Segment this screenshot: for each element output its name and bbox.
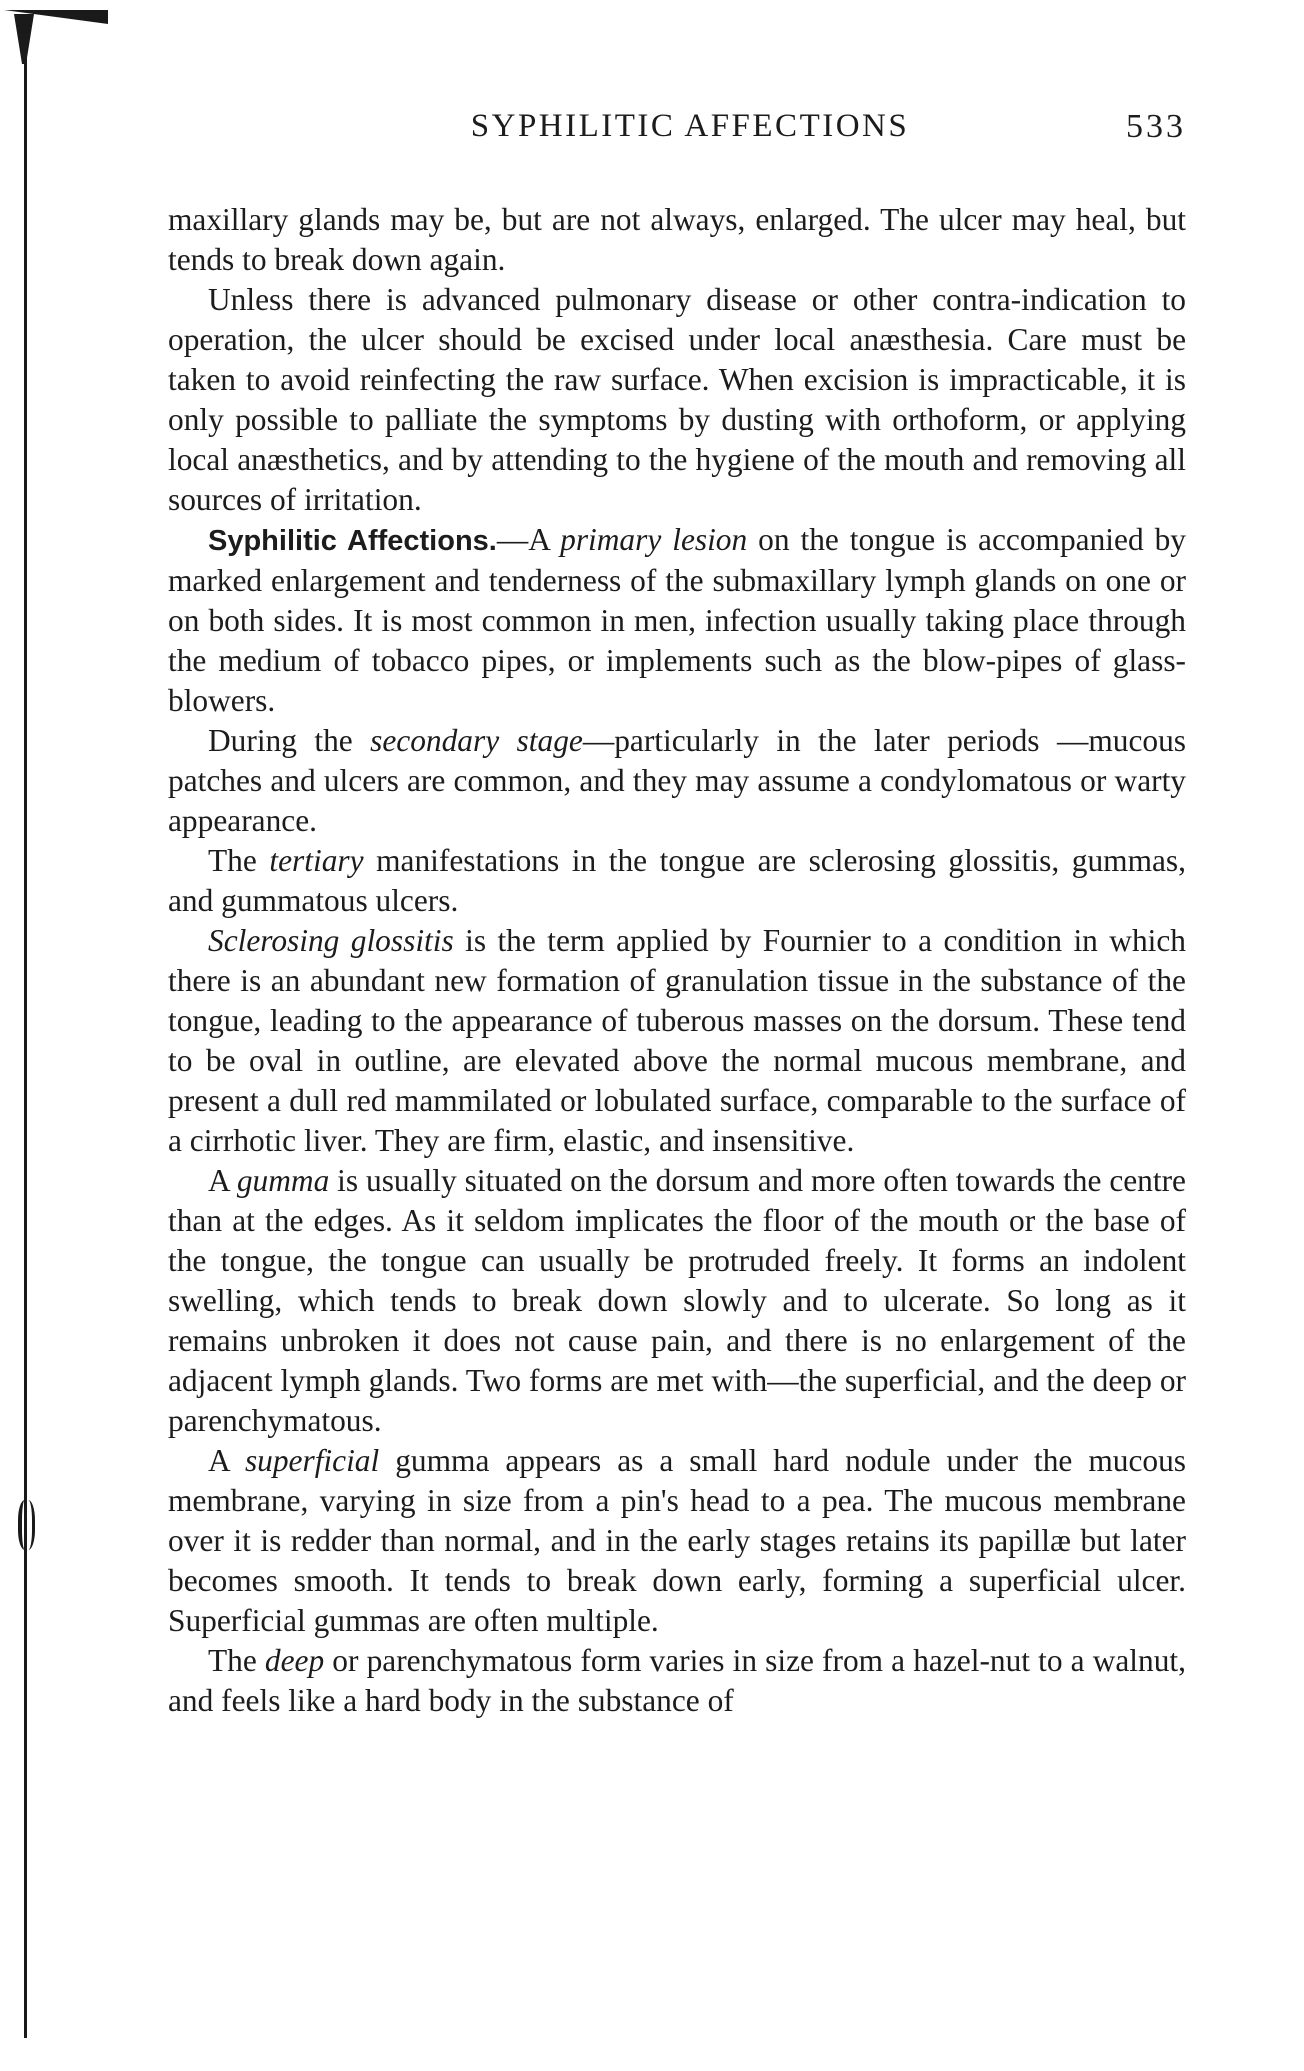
emphasis-run: deep <box>264 1643 325 1678</box>
paragraph <box>168 721 1186 841</box>
page-header <box>168 108 1186 158</box>
text-run: During the <box>208 723 371 758</box>
text-run: —particularly in the later periods —mucous patches and ulcers are common, and they may assume a condylomatous or warty appearance. <box>168 723 1186 838</box>
text-run: manifestations in the tongue are sclerosing glossitis, gummas, and gummatous ulcers. <box>168 843 1186 918</box>
binding-corner-tab <box>14 14 34 64</box>
text-run: is usually situated on the dorsum and more often towards the centre than at the edges. As it seldom implicates the floor of the mouth or the base of the tongue, the tongue can usually be protruded freely. It forms an indolent swelling, which tends to break down slowly and to ulcerate. So long as it remains unbroken it does not cause pain, and there is no enlargement of the adjacent lymph glands. Two forms are met with—the superficial, and the deep or parenchymatous. <box>168 1163 1186 1438</box>
text-run: gumma appears as a small hard nodule under the mucous membrane, varying in size from a pin's head to a pea. The mucous membrane over it is redder than normal, and in the early stages retains its papillæ but later becomes smooth. It tends to break down early, forming a superficial ulcer. Superficial gummas are often multiple. <box>168 1443 1186 1638</box>
page-binding-edge <box>24 28 27 2038</box>
emphasis-run: Sclerosing glossitis <box>208 923 454 958</box>
binding-ink-mark <box>18 1500 35 1550</box>
paragraph: maxillary glands may be, but are not always, enlarged. The ulcer may heal, but tends to break down again. <box>168 202 1186 277</box>
page-number: 533 <box>1126 108 1186 145</box>
paragraph <box>168 1161 1186 1441</box>
emphasis-run: primary lesion <box>560 522 748 557</box>
emphasis-run: secondary stage <box>370 723 583 758</box>
emphasis-run: gumma <box>236 1163 330 1198</box>
text-run: —A <box>496 522 561 557</box>
paragraph <box>168 1441 1186 1641</box>
emphasis-run: tertiary <box>269 843 364 878</box>
paragraph <box>168 520 1186 721</box>
text-run: The <box>208 1643 265 1678</box>
emphasis-run: superficial <box>244 1443 380 1478</box>
text-run: The <box>208 843 270 878</box>
body-text <box>168 200 1186 1721</box>
text-run: on the tongue is accompanied by marked enlargement and tenderness of the submaxillary lymph glands on one or on both sides. It is most common in men, infection usually taking place through the medium of tobacco pipes, or implements such as the blow-pipes of glass-blowers. <box>168 522 1186 718</box>
running-title: SYPHILITIC AFFECTIONS <box>470 108 910 144</box>
paragraph <box>168 1641 1186 1721</box>
section-heading: Syphilitic Affections. <box>208 525 497 557</box>
text-run: is the term applied by Fournier to a condition in which there is an abundant new formation of granulation tissue in the substance of the tongue, leading to the appearance of tuberous masses on the dorsum. These tend to be oval in outline, are elevated above the normal mucous membrane, and present a dull red mammilated or lobulated surface, comparable to the surface of a cirrhotic liver. They are firm, elastic, and insensitive. <box>168 923 1186 1158</box>
text-run: A <box>208 1443 245 1478</box>
paragraph <box>168 921 1186 1161</box>
text-run: A <box>208 1163 237 1198</box>
text-run: or parenchymatous form varies in size from a hazel-nut to a walnut, and feels like a hard body in the substance of <box>168 1643 1186 1718</box>
paragraph <box>168 841 1186 921</box>
paragraph: Unless there is advanced pulmonary disease or other contra-indication to operation, the ulcer should be excised under local anæsthesia. Care must be taken to avoid reinfecting the raw surface. When excision is impracticable, it is only possible to palliate the symptoms by dusting with orthoform, or applying local anæsthetics, and by attending to the hygiene of the mouth and removing all sources of irritation. <box>168 282 1186 517</box>
